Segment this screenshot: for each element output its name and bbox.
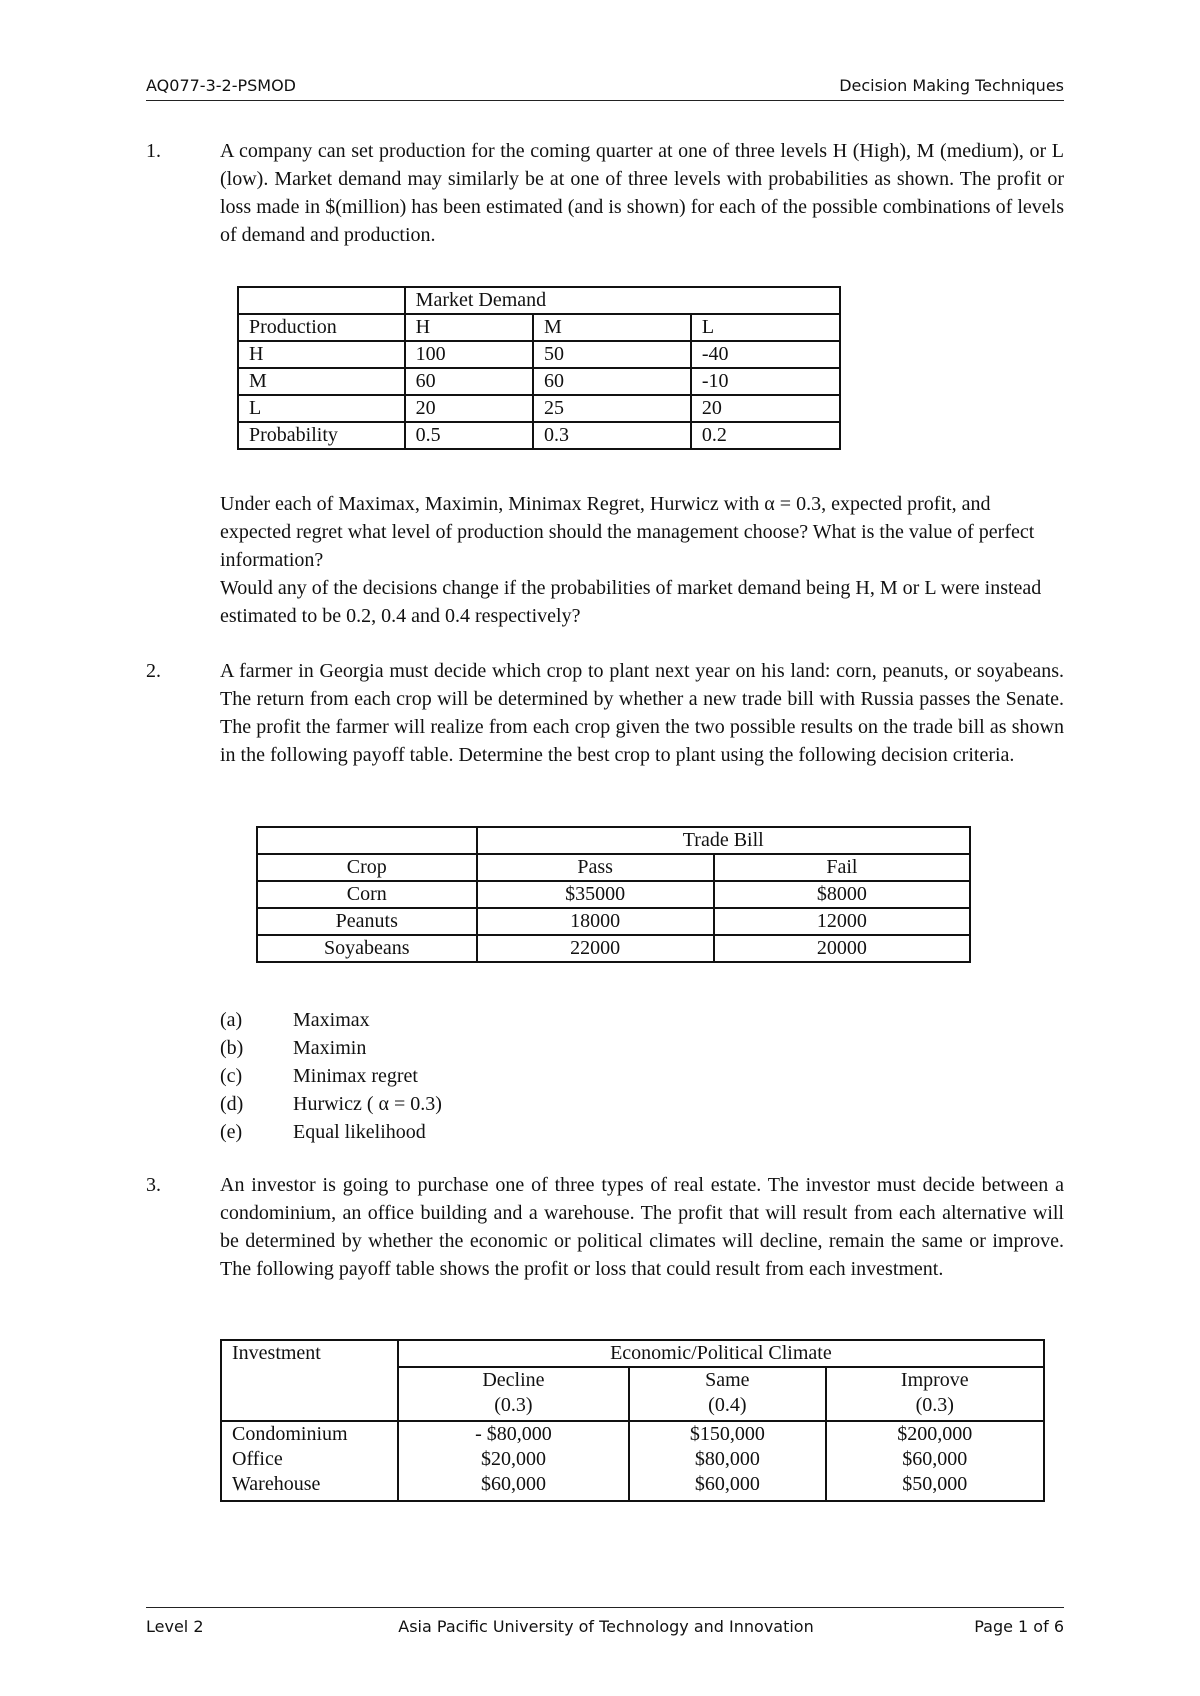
payoff-value: $60,000 <box>694 1473 760 1495</box>
page-number: Page 1 of 6 <box>974 1617 1064 1636</box>
table-cell: L <box>238 395 405 422</box>
payoff-value: $50,000 <box>902 1473 968 1495</box>
table-header-row <box>257 854 970 881</box>
state-probability: (0.3) <box>494 1394 533 1416</box>
list-item <box>220 1062 620 1090</box>
table-header: L <box>691 314 840 341</box>
table-cell: 0.5 <box>405 422 533 449</box>
module-title: Decision Making Techniques <box>839 76 1064 95</box>
table-cell: 0.2 <box>691 422 840 449</box>
table-cell <box>238 287 405 314</box>
table-header: Production <box>238 314 405 341</box>
item-text: Minimax regret <box>293 1065 418 1087</box>
table-row <box>221 1340 1044 1367</box>
question-1-followup: Would any of the decisions change if the probabilities of market demand being H, M or L were instead estimated to be 0.2, 0.4 and 0.4 respectively? <box>220 577 1042 627</box>
payoff-value: $150,000 <box>689 1423 765 1445</box>
table-row <box>238 341 840 368</box>
payoff-value: - $80,000 <box>475 1423 552 1445</box>
question-number: 2. <box>146 660 161 682</box>
question-1-instructions: Under each of Maximax, Maximin, Minimax Regret, Hurwicz with α = 0.3, expected profit, and expected regret what level of production should the management choose? What is the value of perfect information? <box>220 493 1035 571</box>
table-cell: 60 <box>405 368 533 395</box>
course-level: Level 2 <box>146 1617 204 1636</box>
state-probability: (0.4) <box>708 1394 747 1416</box>
table-corner-header: Investment <box>221 1340 398 1421</box>
table-row <box>257 908 970 935</box>
state-probability: (0.3) <box>915 1394 954 1416</box>
investment-payoff-table <box>220 1339 1045 1502</box>
page-header <box>146 74 1064 101</box>
table-header: H <box>405 314 533 341</box>
table-cell <box>221 1421 398 1501</box>
table-cell: 0.3 <box>533 422 691 449</box>
question-text: A farmer in Georgia must decide which crop to plant next year on his land: corn, peanuts, or soyabeans. The return from each crop will be determined by whether a new trade bill with Russia passes the Senate. The profit the farmer will realize from each crop given the two possible results on the trade bill as shown in the following payoff table. Determine the best crop to plant using the following decision criteria. <box>220 660 1064 766</box>
table-cell: Peanuts <box>257 908 477 935</box>
table-cell: 60 <box>533 368 691 395</box>
question-number: 3. <box>146 1174 161 1196</box>
payoff-value: $60,000 <box>480 1473 546 1495</box>
table-header: Crop <box>257 854 477 881</box>
table-cell <box>826 1421 1044 1501</box>
table-cell: 20000 <box>714 935 970 962</box>
page-footer <box>146 1607 1064 1638</box>
table-row <box>238 422 840 449</box>
table-cell <box>398 1421 629 1501</box>
item-label: (b) <box>220 1037 244 1059</box>
question-text: A company can set production for the coming quarter at one of three levels H (High), M (medium), or L (low). Market demand may similarly be at one of three levels with probabilities as shown. The profit or loss made in $(million) has been estimated (and is shown) for each of the possible combinations of levels of demand and production. <box>220 140 1064 246</box>
table-header <box>826 1367 1044 1421</box>
list-item <box>220 1118 620 1146</box>
table-row <box>238 287 840 314</box>
production-payoff-table <box>237 286 841 450</box>
table-row <box>257 827 970 854</box>
table-title: Market Demand <box>405 287 840 314</box>
decision-criteria-list <box>220 1006 620 1146</box>
payoff-value: $200,000 <box>897 1423 973 1445</box>
investment-name: Office <box>232 1448 283 1470</box>
table-cell <box>629 1421 826 1501</box>
table-cell: 25 <box>533 395 691 422</box>
item-text: Maximax <box>293 1009 370 1031</box>
table-cell: 18000 <box>477 908 714 935</box>
table-title: Trade Bill <box>477 827 971 854</box>
table-cell: 20 <box>405 395 533 422</box>
table-row <box>257 935 970 962</box>
table-row <box>238 368 840 395</box>
question-number: 1. <box>146 140 161 162</box>
table-cell: $35000 <box>477 881 714 908</box>
table-header <box>629 1367 826 1421</box>
module-code: AQ077-3-2-PSMOD <box>146 76 296 95</box>
table-row <box>221 1421 1044 1501</box>
table-row <box>238 395 840 422</box>
table-cell: 22000 <box>477 935 714 962</box>
payoff-value: $60,000 <box>902 1448 968 1470</box>
table-cell: 100 <box>405 341 533 368</box>
table-cell: Corn <box>257 881 477 908</box>
item-label: (a) <box>220 1009 243 1031</box>
payoff-value: $20,000 <box>480 1448 546 1470</box>
state-label: Decline <box>482 1369 545 1391</box>
item-text: Equal likelihood <box>293 1121 426 1143</box>
state-label: Improve <box>900 1369 969 1391</box>
item-label: (d) <box>220 1093 244 1115</box>
table-header-row <box>238 314 840 341</box>
list-item <box>220 1090 620 1118</box>
list-item <box>220 1034 620 1062</box>
question-text: An investor is going to purchase one of three types of real estate. The investor must decide between a condominium, an office building and a warehouse. The profit that will result from each alternative will be determined by whether the economic or political climates will decline, remain the same or improve. The following payoff table shows the profit or loss that could result from each investment. <box>220 1174 1064 1280</box>
table-cell <box>257 827 477 854</box>
item-text: Hurwicz ( α = 0.3) <box>293 1093 442 1115</box>
table-cell: -10 <box>691 368 840 395</box>
table-cell: H <box>238 341 405 368</box>
table-cell: 20 <box>691 395 840 422</box>
payoff-value: $80,000 <box>694 1448 760 1470</box>
table-header <box>398 1367 629 1421</box>
table-cell: 50 <box>533 341 691 368</box>
table-header: Pass <box>477 854 714 881</box>
table-cell: M <box>238 368 405 395</box>
table-row <box>257 881 970 908</box>
item-label: (e) <box>220 1121 243 1143</box>
table-cell: Probability <box>238 422 405 449</box>
investment-name: Condominium <box>232 1423 348 1445</box>
table-cell: Soyabeans <box>257 935 477 962</box>
table-cell: $8000 <box>714 881 970 908</box>
state-label: Same <box>705 1369 750 1391</box>
table-title: Economic/Political Climate <box>398 1340 1044 1367</box>
crop-payoff-table <box>256 826 971 963</box>
investment-name: Warehouse <box>232 1473 321 1495</box>
table-cell: -40 <box>691 341 840 368</box>
item-label: (c) <box>220 1065 243 1087</box>
table-header: M <box>533 314 691 341</box>
list-item <box>220 1006 620 1034</box>
table-cell: 12000 <box>714 908 970 935</box>
table-header: Fail <box>714 854 970 881</box>
item-text: Maximin <box>293 1037 367 1059</box>
university-name: Asia Pacific University of Technology and Innovation <box>398 1617 814 1636</box>
